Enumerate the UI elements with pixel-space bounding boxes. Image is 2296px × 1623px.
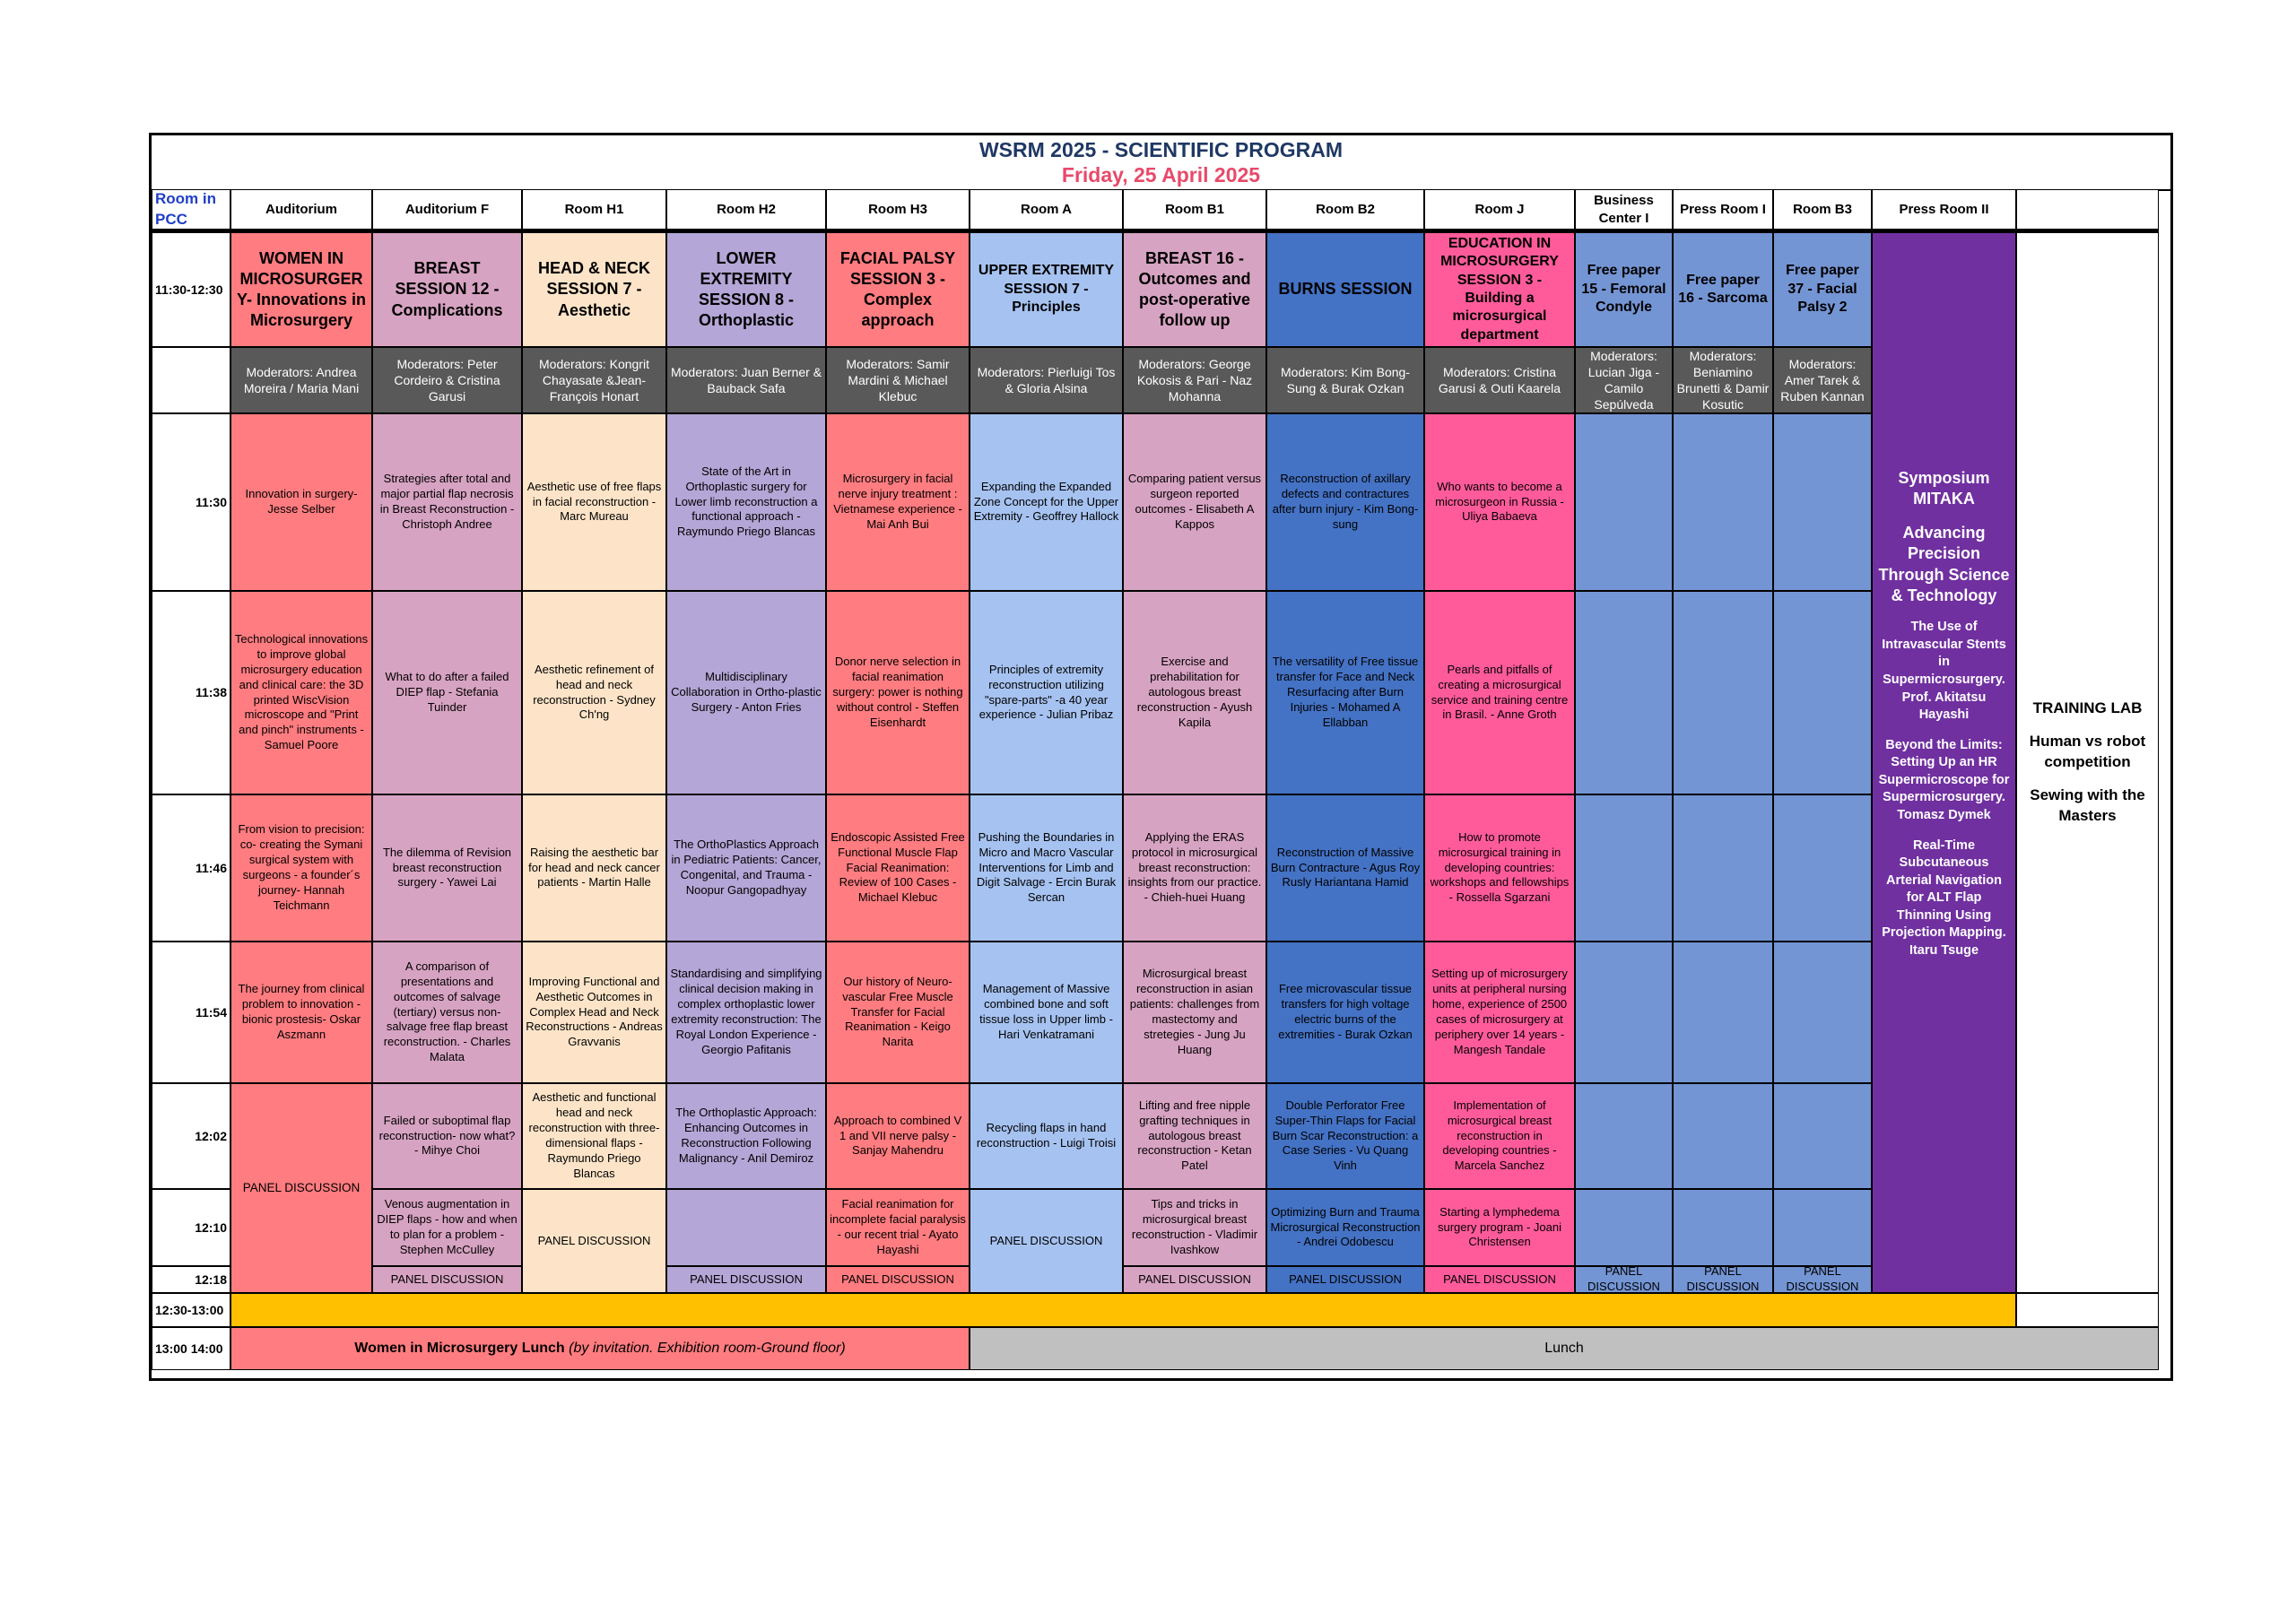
training-lab-line: Sewing with the Masters xyxy=(2030,785,2145,824)
talk-room_h2: State of the Art in Orthoplastic surgery for Lower limb reconstruction a functional approach - Raymundo Priego Blancas xyxy=(666,413,826,591)
talk-room_j: Setting up of microsurgery units at peripheral nursing home, experience of 2500 cases of microsurgery at periphery over 14 years - Mangesh Tandale xyxy=(1424,942,1575,1083)
session-title-room_h1: HEAD & NECK SESSION 7 - Aesthetic xyxy=(522,232,666,347)
slot-b3 xyxy=(1773,794,1872,942)
time-break: 12:30-13:00 xyxy=(152,1293,230,1327)
program-title: WSRM 2025 - SCIENTIFIC PROGRAM xyxy=(978,138,1344,161)
room-header: Room A xyxy=(970,189,1123,232)
room-header: Press Room I xyxy=(1673,189,1773,232)
talk-auditorium_f: A comparison of presentations and outcomes of salvage (tertiary) versus non-salvage free flap breast reconstruction. - Charles Malata xyxy=(372,942,522,1083)
panel-discussion-bc1: PANEL DISCUSSION xyxy=(1575,1266,1673,1293)
symposium-theme: Advancing Precision Through Science & Technology xyxy=(1878,523,2010,604)
talk-auditorium_f: Venous augmentation in DIEP flaps - how and when to plan for a problem - Stephen McCulley xyxy=(372,1189,522,1266)
moderators-room_h2: Moderators: Juan Berner & Bauback Safa xyxy=(666,347,826,413)
session-title-room_h3: FACIAL PALSY SESSION 3 - Complex approach xyxy=(826,232,970,347)
talk-room_h2: Multidisciplinary Collaboration in Ortho-plastic Surgery - Anton Fries xyxy=(666,591,826,794)
general-lunch: Lunch xyxy=(970,1327,2159,1370)
talk-room_b1: Applying the ERAS protocol in microsurgical breast reconstruction: insights from our practice. - Chieh-huei Huang xyxy=(1123,794,1266,942)
slot-bc1 xyxy=(1575,942,1673,1083)
slot-pr1 xyxy=(1673,1083,1773,1189)
talk-room_j: How to promote microsurgical training in developing countries: workshops and fellowships - Rossella Sgarzani xyxy=(1424,794,1575,942)
talk-room_h1: Aesthetic and functional head and neck reconstruction with three-dimensional flaps - Raymundo Priego Blancas xyxy=(522,1083,666,1189)
moderators-auditorium: Moderators: Andrea Moreira / Maria Mani xyxy=(230,347,372,413)
talk-room_h3: Microsurgery in facial nerve injury treatment : Vietnamese experience - Mai Anh Bui xyxy=(826,413,970,591)
talk-room_h1: PANEL DISCUSSION xyxy=(522,1189,666,1293)
talk-room_j: Implementation of microsurgical breast reconstruction in developing countries - Marcela Sanchez xyxy=(1424,1083,1575,1189)
talk-auditorium: Technological innovations to improve global microsurgery education and clinical care: the 3D printed WiscVision microscope and "Print and pinch" instruments - Samuel Poore xyxy=(230,591,372,794)
slot-pr1 xyxy=(1673,942,1773,1083)
session-title-b3: Free paper 37 - Facial Palsy 2 xyxy=(1773,232,1872,347)
slot-pr1 xyxy=(1673,591,1773,794)
slot-pr1 xyxy=(1673,794,1773,942)
talk-room_a: Principles of extremity reconstruction utilizing "spare-parts" -a 40 year experience - Julian Pribaz xyxy=(970,591,1123,794)
talk-room_j: Pearls and pitfalls of creating a microsurgical service and training centre in Brasil. - Anne Groth xyxy=(1424,591,1575,794)
moderators-auditorium_f: Moderators: Peter Cordeiro & Cristina Garusi xyxy=(372,347,522,413)
talk-room_b2: Reconstruction of axillary defects and contractures after burn injury - Kim Bong-sung xyxy=(1266,413,1424,591)
talk-room_a: Management of Massive combined bone and soft tissue loss in Upper limb - Hari Venkatramani xyxy=(970,942,1123,1083)
session-title-pr1: Free paper 16 - Sarcoma xyxy=(1673,232,1773,347)
schedule-grid xyxy=(152,189,2170,1381)
talk-room_b1: Comparing patient versus surgeon reported outcomes - Elisabeth A Kappos xyxy=(1123,413,1266,591)
talk-room_b2: The versatility of Free tissue transfer for Face and Neck Resurfacing after Burn Injuries - Mohamed A Ellabban xyxy=(1266,591,1424,794)
talk-room_b1: Lifting and free nipple grafting techniques in autologous breast reconstruction - Ketan Patel xyxy=(1123,1083,1266,1189)
slot-b3 xyxy=(1773,591,1872,794)
panel-discussion-b3: PANEL DISCUSSION xyxy=(1773,1266,1872,1293)
training-lab-title: TRAINING LAB xyxy=(2032,699,2143,717)
time-1130: 11:30 xyxy=(152,413,230,591)
women-lunch-title: Women in Microsurgery Lunch xyxy=(354,1340,565,1356)
talk-room_a: Recycling flaps in hand reconstruction - Luigi Troisi xyxy=(970,1083,1123,1189)
session-title-auditorium: WOMEN IN MICROSURGER Y- Innovations in Microsurgery xyxy=(230,232,372,347)
talk-room_h2: PANEL DISCUSSION xyxy=(666,1266,826,1293)
talk-auditorium_f: Strategies after total and major partial flap necrosis in Breast Reconstruction - Christoph Andree xyxy=(372,413,522,591)
slot-pr1 xyxy=(1673,413,1773,591)
talk-room_a: Pushing the Boundaries in Micro and Macro Vascular Interventions for Limb and Digit Salvage - Ercin Burak Sercan xyxy=(970,794,1123,942)
time-1146: 11:46 xyxy=(152,794,230,942)
room-in-pcc-header: Room in PCC xyxy=(152,189,230,232)
talk-room_b1: PANEL DISCUSSION xyxy=(1123,1266,1266,1293)
slot-b3 xyxy=(1773,413,1872,591)
room-header: Room B2 xyxy=(1266,189,1424,232)
symposium-talk: Real-Time Subcutaneous Arterial Navigation for ALT Flap Thinning Using Projection Mapping. Itaru Tsuge xyxy=(1882,838,2006,958)
time-1138: 11:38 xyxy=(152,591,230,794)
talk-room_h3: Endoscopic Assisted Free Functional Muscle Flap Facial Reanimation: Review of 100 Cases - Michael Klebuc xyxy=(826,794,970,942)
talk-auditorium_f: PANEL DISCUSSION xyxy=(372,1266,522,1293)
talk-room_h2: Standardising and simplifying clinical decision making in complex orthoplastic lower extremity reconstruction: The Royal London Experience - Georgio Pafitanis xyxy=(666,942,826,1083)
session-title-auditorium_f: BREAST SESSION 12 - Complications xyxy=(372,232,522,347)
moderators-room_b1: Moderators: George Kokosis & Pari - Naz Mohanna xyxy=(1123,347,1266,413)
coffee-break-bar xyxy=(230,1293,2016,1327)
talk-auditorium: Innovation in surgery- Jesse Selber xyxy=(230,413,372,591)
room-header: Auditorium xyxy=(230,189,372,232)
talk-room_b1: Tips and tricks in microsurgical breast reconstruction - Vladimir Ivashkow xyxy=(1123,1189,1266,1266)
talk-room_h2 xyxy=(666,1189,826,1266)
training-lab-line: Human vs robot competition xyxy=(2029,733,2146,771)
talk-room_j: Starting a lymphedema surgery program - Joani Christensen xyxy=(1424,1189,1575,1266)
slot-pr1 xyxy=(1673,1189,1773,1266)
slot-bc1 xyxy=(1575,1083,1673,1189)
moderators-bc1: Moderators: Lucian Jiga - Camilo Sepúlveda xyxy=(1575,347,1673,413)
title-bar xyxy=(152,135,2170,191)
talk-room_a: PANEL DISCUSSION xyxy=(970,1189,1123,1293)
room-header-blank xyxy=(2016,189,2159,232)
slot-b3 xyxy=(1773,1189,1872,1266)
slot-b3 xyxy=(1773,1083,1872,1189)
talk-room_a: Expanding the Expanded Zone Concept for the Upper Extremity - Geoffrey Hallock xyxy=(970,413,1123,591)
talk-room_j: Who wants to become a microsurgeon in Russia - Uliya Babaeva xyxy=(1424,413,1575,591)
moderators-room_a: Moderators: Pierluigi Tos & Gloria Alsina xyxy=(970,347,1123,413)
talk-room_b2: Reconstruction of Massive Burn Contracture - Agus Roy Rusly Hariantana Hamid xyxy=(1266,794,1424,942)
talk-auditorium: From vision to precision: co- creating the Symani surgical system with surgeons - a founder´s journey- Hannah Teichmann xyxy=(230,794,372,942)
room-header: Room H1 xyxy=(522,189,666,232)
slot-bc1 xyxy=(1575,591,1673,794)
session-title-room_b1: BREAST 16 - Outcomes and post-operative follow up xyxy=(1123,232,1266,347)
talk-room_h1: Aesthetic refinement of head and neck reconstruction - Sydney Ch'ng xyxy=(522,591,666,794)
symposium-talk: The Use of Intravascular Stents in Supermicrosurgery. Prof. Akitatsu Hayashi xyxy=(1882,620,2006,723)
talk-room_b2: Free microvascular tissue transfers for high voltage electric burns of the extremities - Burak Ozkan xyxy=(1266,942,1424,1083)
room-header: Auditorium F xyxy=(372,189,522,232)
time-blank xyxy=(152,347,230,413)
talk-room_b1: Microsurgical breast reconstruction in asian patients: challenges from mastectomy and stretegies - Jung Ju Huang xyxy=(1123,942,1266,1083)
room-header: Room H3 xyxy=(826,189,970,232)
session-title-room_j: EDUCATION IN MICROSURGERY SESSION 3 - Building a microsurgical department xyxy=(1424,232,1575,347)
talk-room_b2: Double Perforator Free Super-Thin Flaps for Facial Burn Scar Reconstruction: a Case Series - Vu Quang Vinh xyxy=(1266,1083,1424,1189)
talk-room_h1: Raising the aesthetic bar for head and neck cancer patients - Martin Halle xyxy=(522,794,666,942)
program-sheet xyxy=(149,133,2173,1381)
session-title-room_a: UPPER EXTREMITY SESSION 7 - Principles xyxy=(970,232,1123,347)
moderators-room_j: Moderators: Cristina Garusi & Outi Kaarela xyxy=(1424,347,1575,413)
talk-auditorium: The journey from clinical problem to innovation - bionic prostesis- Oskar Aszmann xyxy=(230,942,372,1083)
talk-room_h3: PANEL DISCUSSION xyxy=(826,1266,970,1293)
symposium-talk: Beyond the Limits: Setting Up an HR Supermicroscope for Supermicrosurgery. Tomasz Dymek xyxy=(1878,737,2010,822)
time-1154: 11:54 xyxy=(152,942,230,1083)
talk-room_h3: Facial reanimation for incomplete facial paralysis - our recent trial - Ayato Hayashi xyxy=(826,1189,970,1266)
room-header: Room J xyxy=(1424,189,1575,232)
talk-room_h1: Aesthetic use of free flaps in facial reconstruction - Marc Mureau xyxy=(522,413,666,591)
room-header: Room B1 xyxy=(1123,189,1266,232)
women-microsurgery-lunch xyxy=(230,1327,970,1370)
talk-room_h3: Approach to combined V 1 and VII nerve palsy - Sanjay Mahendru xyxy=(826,1083,970,1189)
talk-room_j: PANEL DISCUSSION xyxy=(1424,1266,1575,1293)
moderators-pr1: Moderators: Beniamino Brunetti & Damir Kosutic xyxy=(1673,347,1773,413)
moderators-room_h3: Moderators: Samir Mardini & Michael Klebuc xyxy=(826,347,970,413)
talk-room_b2: Optimizing Burn and Trauma Microsurgical Reconstruction - Andrei Odobescu xyxy=(1266,1189,1424,1266)
room-header: Business Center I xyxy=(1575,189,1673,232)
session-title-room_b2: BURNS SESSION xyxy=(1266,232,1424,347)
break-blank xyxy=(2016,1293,2159,1327)
talk-auditorium_f: What to do after a failed DIEP flap - Stefania Tuinder xyxy=(372,591,522,794)
women-lunch-note: (by invitation. Exhibition room-Ground floor) xyxy=(569,1340,846,1356)
slot-b3 xyxy=(1773,942,1872,1083)
talk-room_b2: PANEL DISCUSSION xyxy=(1266,1266,1424,1293)
room-header: Press Room II xyxy=(1872,189,2016,232)
talk-room_h3: Our history of Neuro-vascular Free Muscle Transfer for Facial Reanimation - Keigo Narita xyxy=(826,942,970,1083)
slot-bc1 xyxy=(1575,413,1673,591)
moderators-room_h1: Moderators: Kongrit Chayasate &Jean-François Honart xyxy=(522,347,666,413)
talk-auditorium_f: The dilemma of Revision breast reconstruction surgery - Yawei Lai xyxy=(372,794,522,942)
room-header: Room H2 xyxy=(666,189,826,232)
talk-room_h2: The OrthoPlastics Approach in Pediatric Patients: Cancer, Congenital, and Trauma - Noopur Gangopadhyay xyxy=(666,794,826,942)
training-lab xyxy=(2016,232,2159,1293)
session-title-room_h2: LOWER EXTREMITY SESSION 8 - Orthoplastic xyxy=(666,232,826,347)
time-1202: 12:02 xyxy=(152,1083,230,1189)
panel-discussion-auditorium: PANEL DISCUSSION xyxy=(230,1083,372,1293)
talk-auditorium_f: Failed or suboptimal flap reconstruction- now what? - Mihye Choi xyxy=(372,1083,522,1189)
panel-discussion-pr1: PANEL DISCUSSION xyxy=(1673,1266,1773,1293)
program-date: Friday, 25 April 2025 xyxy=(1061,163,1261,187)
slot-bc1 xyxy=(1575,794,1673,942)
talk-room_b1: Exercise and prehabilitation for autologous breast reconstruction - Ayush Kapila xyxy=(1123,591,1266,794)
moderators-room_b2: Moderators: Kim Bong-Sung & Burak Ozkan xyxy=(1266,347,1424,413)
time-lunch: 13:00 14:00 xyxy=(152,1327,230,1370)
talk-room_h3: Donor nerve selection in facial reanimation surgery: power is nothing without control - Steffen Eisenhardt xyxy=(826,591,970,794)
symposium-mitaka xyxy=(1872,232,2016,1293)
time-1218: 12:18 xyxy=(152,1266,230,1293)
talk-room_h1: Improving Functional and Aesthetic Outcomes in Complex Head and Neck Reconstructions - Andreas Gravvanis xyxy=(522,942,666,1083)
symposium-title: Symposium MITAKA xyxy=(1898,469,1990,508)
room-header: Room B3 xyxy=(1773,189,1872,232)
time-session: 11:30-12:30 xyxy=(152,232,230,347)
moderators-b3: Moderators: Amer Tarek & Ruben Kannan xyxy=(1773,347,1872,413)
time-1210: 12:10 xyxy=(152,1189,230,1266)
talk-room_h2: The Orthoplastic Approach: Enhancing Outcomes in Reconstruction Following Malignancy - Anil Demiroz xyxy=(666,1083,826,1189)
session-title-bc1: Free paper 15 - Femoral Condyle xyxy=(1575,232,1673,347)
slot-bc1 xyxy=(1575,1189,1673,1266)
